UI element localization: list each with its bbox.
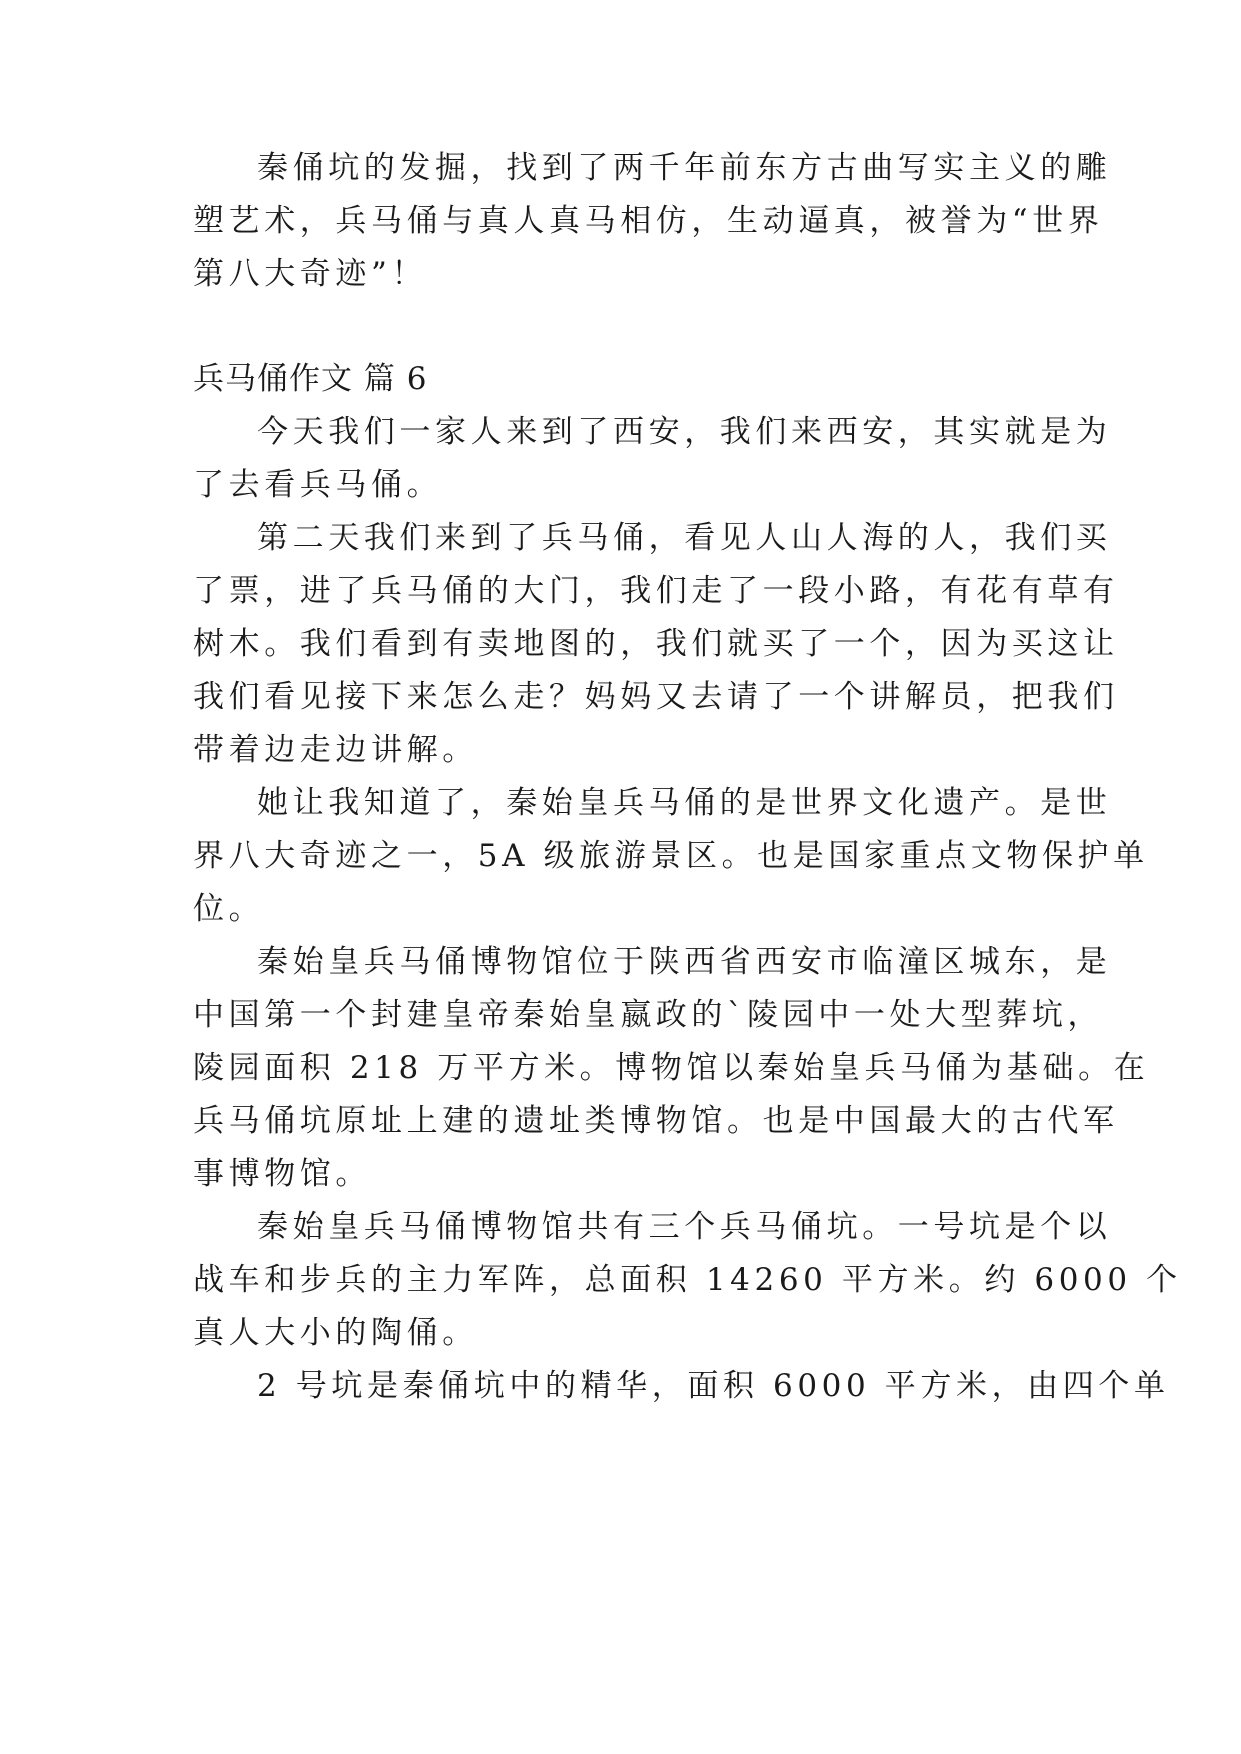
text-line: 2 号坑是秦俑坑中的精华，面积 6000 平方米，由四个单 xyxy=(257,1368,1170,1404)
text-line: 真人大小的陶俑。 xyxy=(193,1315,478,1351)
text-line: 兵马俑坑原址上建的遗址类博物馆。也是中国最大的古代军 xyxy=(193,1103,1119,1139)
text-line: 树木。我们看到有卖地图的，我们就买了一个，因为买这让 xyxy=(193,626,1119,662)
text-line: 秦始皇兵马俑博物馆共有三个兵马俑坑。一号坑是个以 xyxy=(257,1209,1112,1245)
text-line: 事博物馆。 xyxy=(193,1156,371,1192)
text-line: 她让我知道了，秦始皇兵马俑的是世界文化遗产。是世 xyxy=(257,785,1112,821)
text-line: 带着边走边讲解。 xyxy=(193,732,478,768)
text-line: 了去看兵马俑。 xyxy=(193,467,443,503)
text-line: 位。 xyxy=(193,891,265,927)
text-line: 秦始皇兵马俑博物馆位于陕西省西安市临潼区城东，是 xyxy=(257,944,1112,980)
text-line: 界八大奇迹之一，5A 级旅游景区。也是国家重点文物保护单 xyxy=(193,838,1149,874)
text-line: 第二天我们来到了兵马俑，看见人山人海的人，我们买 xyxy=(257,520,1112,556)
text-line: 战车和步兵的主力军阵，总面积 14260 平方米。约 6000 个 xyxy=(193,1262,1182,1298)
section-heading: 兵马俑作文 篇 6 xyxy=(193,361,428,397)
text-line: 我们看见接下来怎么走？妈妈又去请了一个讲解员，把我们 xyxy=(193,679,1119,715)
text-line: 塑艺术，兵马俑与真人真马相仿，生动逼真，被誉为“世界 xyxy=(193,203,1104,239)
text-line: 第八大奇迹”！ xyxy=(193,256,428,292)
text-line: 秦俑坑的发掘，找到了两千年前东方古曲写实主义的雕 xyxy=(257,150,1112,186)
text-line: 今天我们一家人来到了西安，我们来西安，其实就是为 xyxy=(257,414,1112,450)
text-line: 了票，进了兵马俑的大门，我们走了一段小路，有花有草有 xyxy=(193,573,1119,609)
text-line: 陵园面积 218 万平方米。博物馆以秦始皇兵马俑为基础。在 xyxy=(193,1050,1150,1086)
text-line: 中国第一个封建皇帝秦始皇嬴政的`陵园中一处大型葬坑， xyxy=(193,997,1104,1033)
